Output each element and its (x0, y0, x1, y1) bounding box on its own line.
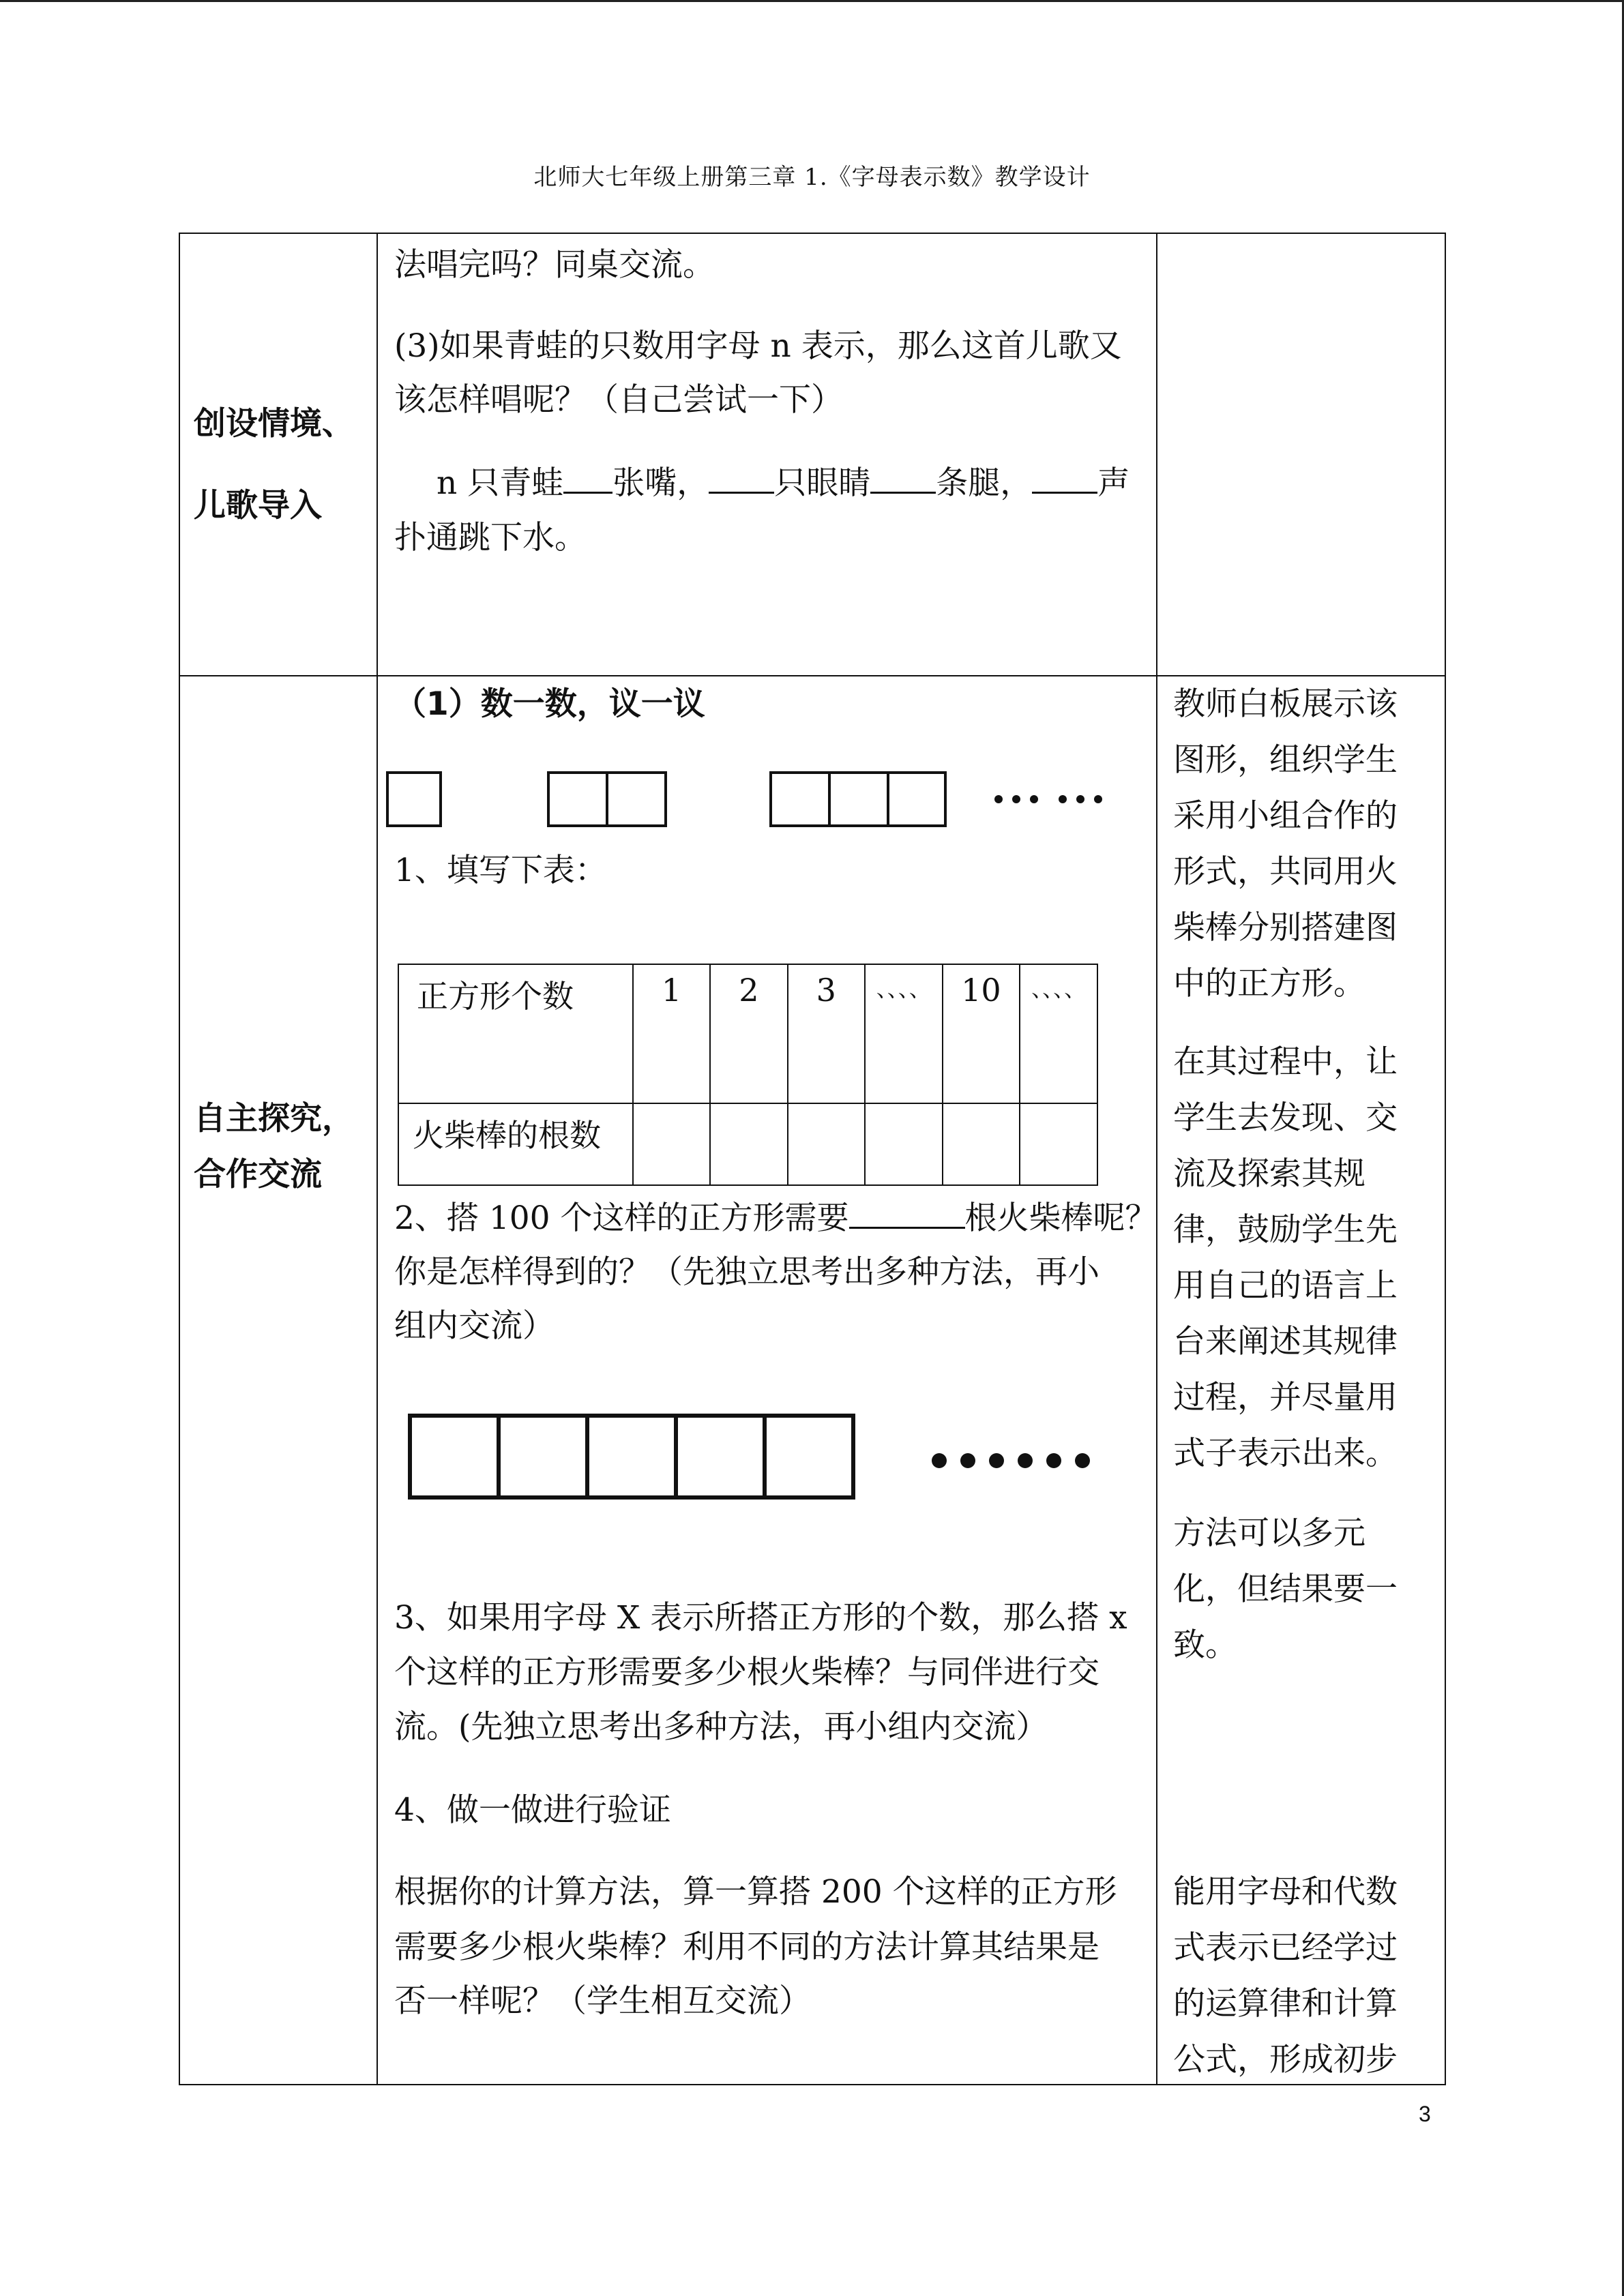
note-line: 采用小组合作的 (1173, 797, 1398, 835)
song-legs: 条腿， (936, 464, 1033, 502)
task-2-line2: 你是怎样得到的？（先独立思考出多种方法，再小 (394, 1253, 1099, 1291)
teacher-note-block-3 (1173, 1506, 1398, 1673)
count-ellipsis-2: 、、、、 (1020, 964, 1097, 1103)
blank-sounds[interactable] (1032, 464, 1097, 494)
note-line: 式表示已经学过 (1173, 1929, 1398, 1967)
matches-cell-4[interactable] (865, 1103, 943, 1185)
blank-legs[interactable] (870, 464, 936, 494)
stage-explore-line1: 自主探究， (194, 1100, 354, 1137)
table-border-left (179, 233, 180, 2085)
count-ellipsis-1: 、、、、 (865, 964, 943, 1103)
matches-cell-5[interactable] (943, 1103, 1020, 1185)
note-line: 中的正方形。 (1173, 965, 1365, 1002)
section-title: （1）数一数，议一议 (394, 685, 705, 723)
note-line: 式子表示出来。 (1173, 1435, 1398, 1472)
note-line: 台来阐述其规律 (1173, 1323, 1398, 1360)
song-fill-line (437, 456, 1130, 511)
task-2-part2: 根火柴棒呢？ (964, 1199, 1157, 1237)
count-2: 2 (710, 964, 787, 1103)
note-line: 的运算律和计算 (1173, 1985, 1398, 2023)
count-table (398, 964, 1098, 1186)
row-label-squares: 正方形个数 (398, 964, 633, 1103)
teacher-note-block-1 (1173, 676, 1398, 1012)
stage-label-intro (194, 383, 354, 547)
note-line: 教师白板展示该 (1173, 685, 1398, 723)
verify-line2: 需要多少根火柴棒？利用不同的方法计算其结果是 (394, 1928, 1099, 1966)
note-line: 过程，并尽量用 (1173, 1379, 1398, 1416)
note-line: 化，但结果要一 (1173, 1570, 1398, 1608)
count-10: 10 (943, 964, 1020, 1103)
note-line: 致。 (1173, 1626, 1237, 1664)
song-mouth: 张嘴， (612, 464, 709, 502)
page-number: 3 (1419, 2102, 1431, 2126)
note-line: 学生去发现、交 (1173, 1099, 1398, 1137)
task-4: 4、做一做进行验证 (394, 1791, 671, 1829)
task-2-part1: 2、搭 100 个这样的正方形需要 (394, 1199, 849, 1237)
note-line: 柴棒分别搭建图 (1173, 909, 1398, 946)
song-sound: 声 (1097, 464, 1130, 502)
note-line: 流及探索其规 (1173, 1155, 1365, 1193)
count-1: 1 (633, 964, 710, 1103)
blank-mouths[interactable] (563, 464, 612, 494)
blank-eyes[interactable] (709, 464, 774, 494)
verify-line3: 否一样呢？（学生相互交流） (394, 1982, 811, 2020)
task-1: 1、填写下表： (394, 852, 607, 889)
task-3-line1: 3、如果用字母 X 表示所搭正方形的个数，那么搭 x (394, 1599, 1127, 1637)
stage-label-explore (194, 1091, 354, 1203)
note-line: 形式，共同用火 (1173, 853, 1398, 891)
matches-cell-6[interactable] (1020, 1103, 1097, 1185)
page-header: 北师大七年级上册第三章 1.《字母表示数》教学设计 (533, 164, 1091, 191)
teacher-note-block-4 (1173, 1864, 1398, 2088)
count-3: 3 (788, 964, 865, 1103)
note-line: 在其过程中，让 (1173, 1043, 1398, 1081)
note-line: 方法可以多元 (1173, 1515, 1365, 1552)
stage-intro-line2: 儿歌导入 (194, 487, 322, 524)
task-3-line3: 流。(先独立思考出多种方法，再小组内交流） (394, 1708, 1048, 1746)
note-line: 公式，形成初步 (1173, 2041, 1398, 2078)
matches-cell-2[interactable] (710, 1103, 787, 1185)
task-3-line2: 个这样的正方形需要多少根火柴棒？与同伴进行交 (394, 1654, 1099, 1691)
matches-cell-3[interactable] (788, 1103, 865, 1185)
table-col-divider-1 (377, 233, 378, 2085)
song-question-end: 法唱完吗？同桌交流。 (394, 246, 715, 284)
task-2-line3: 组内交流） (394, 1307, 555, 1345)
song-line2: 扑通跳下水。 (394, 519, 587, 556)
question-3-line1: (3)如果青蛙的只数用字母 n 表示，那么这首儿歌又 (394, 327, 1122, 365)
table-border-right (1445, 233, 1446, 2085)
note-line: 用自己的语言上 (1173, 1267, 1398, 1304)
note-line: 图形，组织学生 (1173, 741, 1398, 779)
note-line: 能用字母和代数 (1173, 1873, 1398, 1911)
stage-intro-line1: 创设情境、 (194, 405, 354, 443)
song-n: n 只青蛙 (437, 464, 564, 502)
teacher-note-block-2 (1173, 1034, 1398, 1482)
ellipsis-dots-small (994, 793, 1102, 806)
row-label-matches: 火柴棒的根数 (398, 1103, 633, 1185)
stage-explore-line2: 合作交流 (194, 1156, 322, 1193)
task-2-line1 (394, 1191, 1157, 1247)
question-3-line2: 该怎样唱呢？（自己尝试一下） (394, 381, 843, 419)
blank-matches-100[interactable] (849, 1199, 965, 1229)
verify-line1: 根据你的计算方法，算一算搭 200 个这样的正方形 (394, 1873, 1117, 1911)
note-line: 律，鼓励学生先 (1173, 1211, 1398, 1249)
table-border-top (179, 233, 1446, 234)
song-eyes: 只眼睛 (774, 464, 871, 502)
ellipsis-dots-large (932, 1453, 1090, 1471)
page-top-border (0, 0, 1624, 2)
table-col-divider-2 (1156, 233, 1157, 2085)
matches-cell-1[interactable] (633, 1103, 710, 1185)
